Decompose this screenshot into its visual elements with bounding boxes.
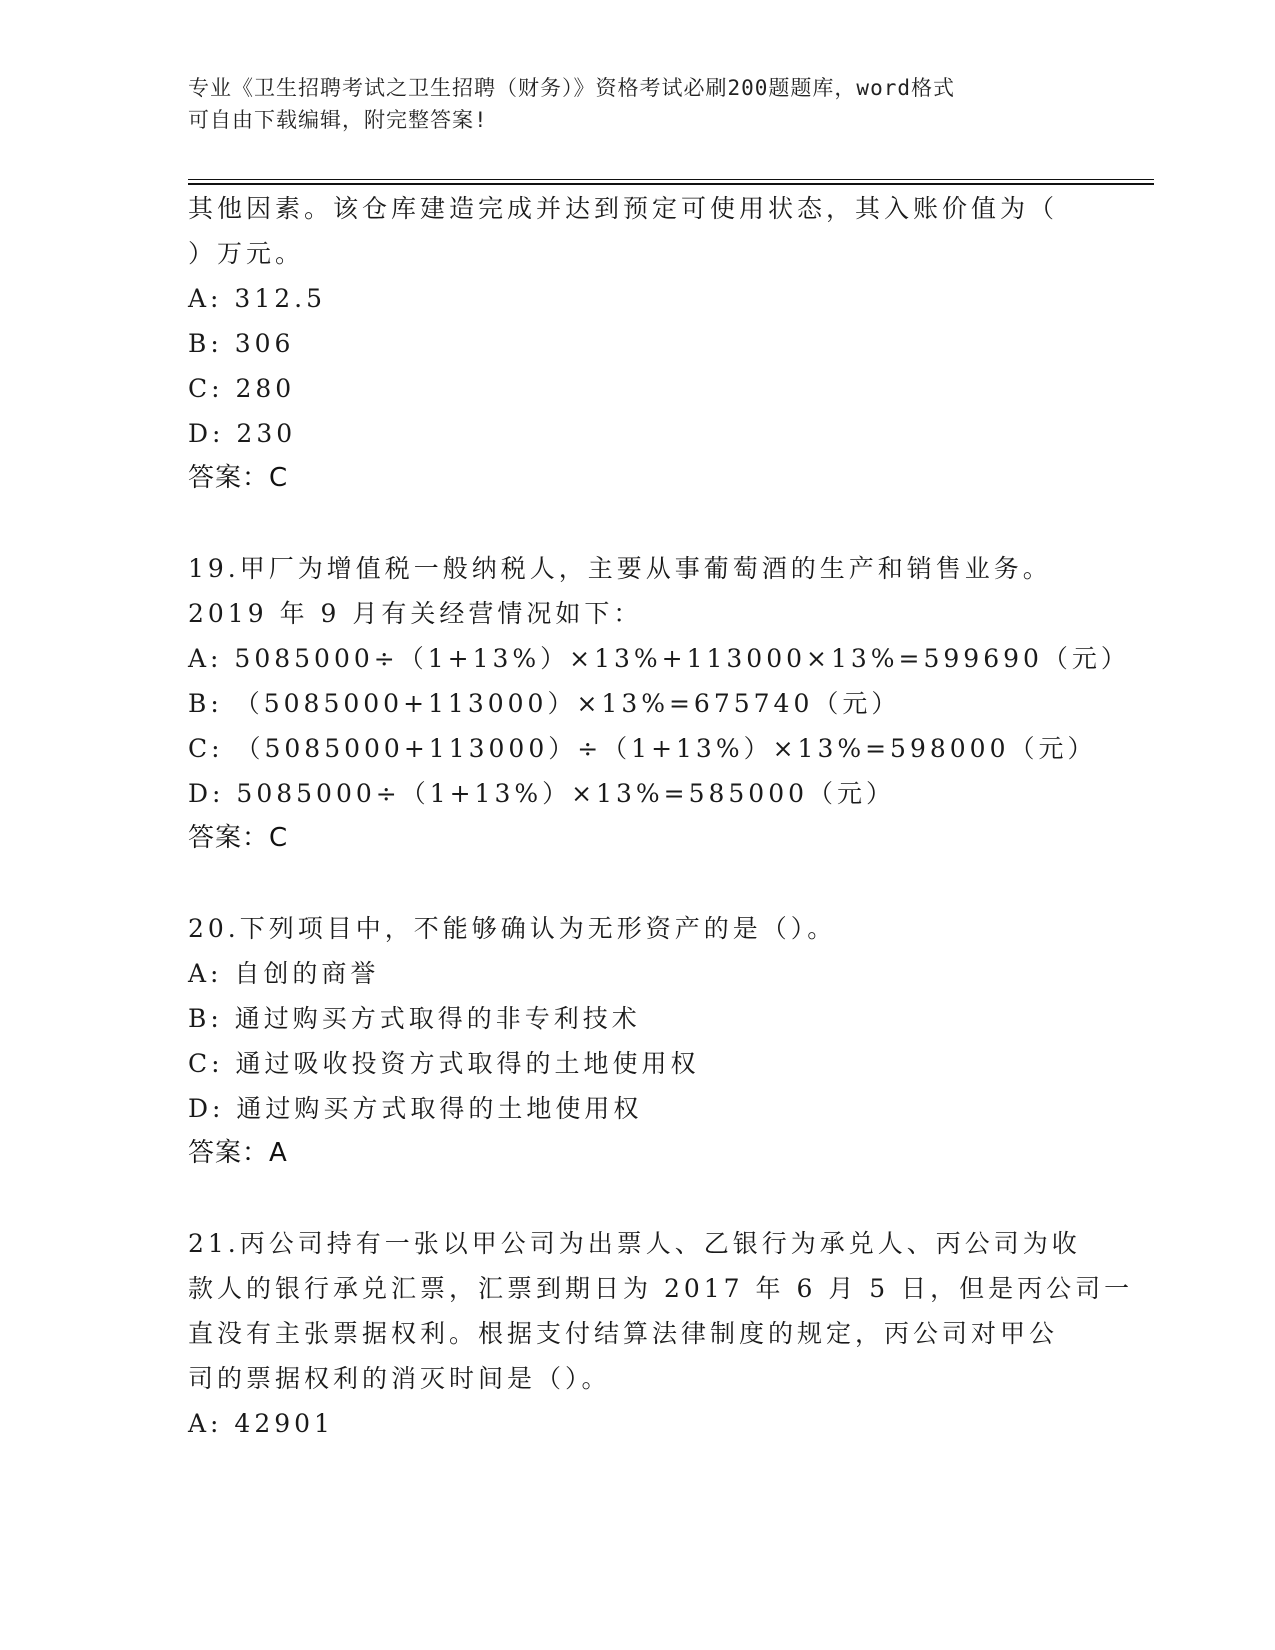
question-20 <box>188 906 1088 1176</box>
question-text-line: 款人的银行承兑汇票，汇票到期日为 2017 年 6 月 5 日，但是丙公司一 <box>188 1274 1134 1303</box>
option-a: A: 自创的商誉 <box>188 959 380 988</box>
header-divider-thick <box>188 183 1154 185</box>
option-b: B: 306 <box>188 329 295 358</box>
question-text-line: 19.甲厂为增值税一般纳税人，主要从事葡萄酒的生产和销售业务。 <box>188 554 1052 583</box>
option-d: D: 230 <box>188 419 297 448</box>
option-c: C: （5085000+113000）÷（1+13%）×13%=598000（元） <box>188 734 1097 763</box>
header-line-2: 可自由下载编辑，附完整答案! <box>188 108 488 132</box>
question-text-line: 20.下列项目中，不能够确认为无形资产的是（）。 <box>188 914 837 943</box>
option-d: D: 5085000÷（1+13%）×13%=585000（元） <box>188 779 896 808</box>
header-line-1: 专业《卫生招聘考试之卫生招聘（财务）》资格考试必刷200题题库，word格式 <box>188 76 955 100</box>
question-spacer <box>188 501 1088 546</box>
answer-line: 答案：C <box>188 463 289 493</box>
question-text-line: 2019 年 9 月有关经营情况如下： <box>188 599 643 628</box>
question-19 <box>188 546 1130 861</box>
option-c: C: 通过吸收投资方式取得的土地使用权 <box>188 1049 700 1078</box>
option-c: C: 280 <box>188 374 296 403</box>
question-18 <box>188 186 1088 501</box>
question-text-line: 其他因素。该仓库建造完成并达到预定可使用状态，其入账价值为（ <box>188 194 1059 223</box>
question-text-line: ）万元。 <box>188 239 305 268</box>
option-b: B: 通过购买方式取得的非专利技术 <box>188 1004 641 1033</box>
question-text-line: 司的票据权利的消灭时间是（）。 <box>188 1364 611 1393</box>
answer-line: 答案：A <box>188 1138 288 1168</box>
option-d: D: 通过购买方式取得的土地使用权 <box>188 1094 643 1123</box>
question-21 <box>188 1221 1134 1446</box>
header-divider-thin <box>188 179 1154 180</box>
question-spacer <box>188 1176 1088 1221</box>
question-text-line: 21.丙公司持有一张以甲公司为出票人、乙银行为承兑人、丙公司为收 <box>188 1229 1081 1258</box>
option-a: A: 42901 <box>188 1409 334 1438</box>
option-b: B: （5085000+113000）×13%=675740（元） <box>188 689 901 718</box>
document-header <box>188 72 1088 136</box>
answer-line: 答案：C <box>188 823 289 853</box>
question-spacer <box>188 861 1088 906</box>
option-a: A: 312.5 <box>188 284 326 313</box>
option-a: A: 5085000÷（1+13%）×13%+113000×13%=599690（元） <box>188 644 1130 673</box>
question-text-line: 直没有主张票据权利。根据支付结算法律制度的规定，丙公司对甲公 <box>188 1319 1059 1348</box>
document-body <box>188 186 1134 1446</box>
